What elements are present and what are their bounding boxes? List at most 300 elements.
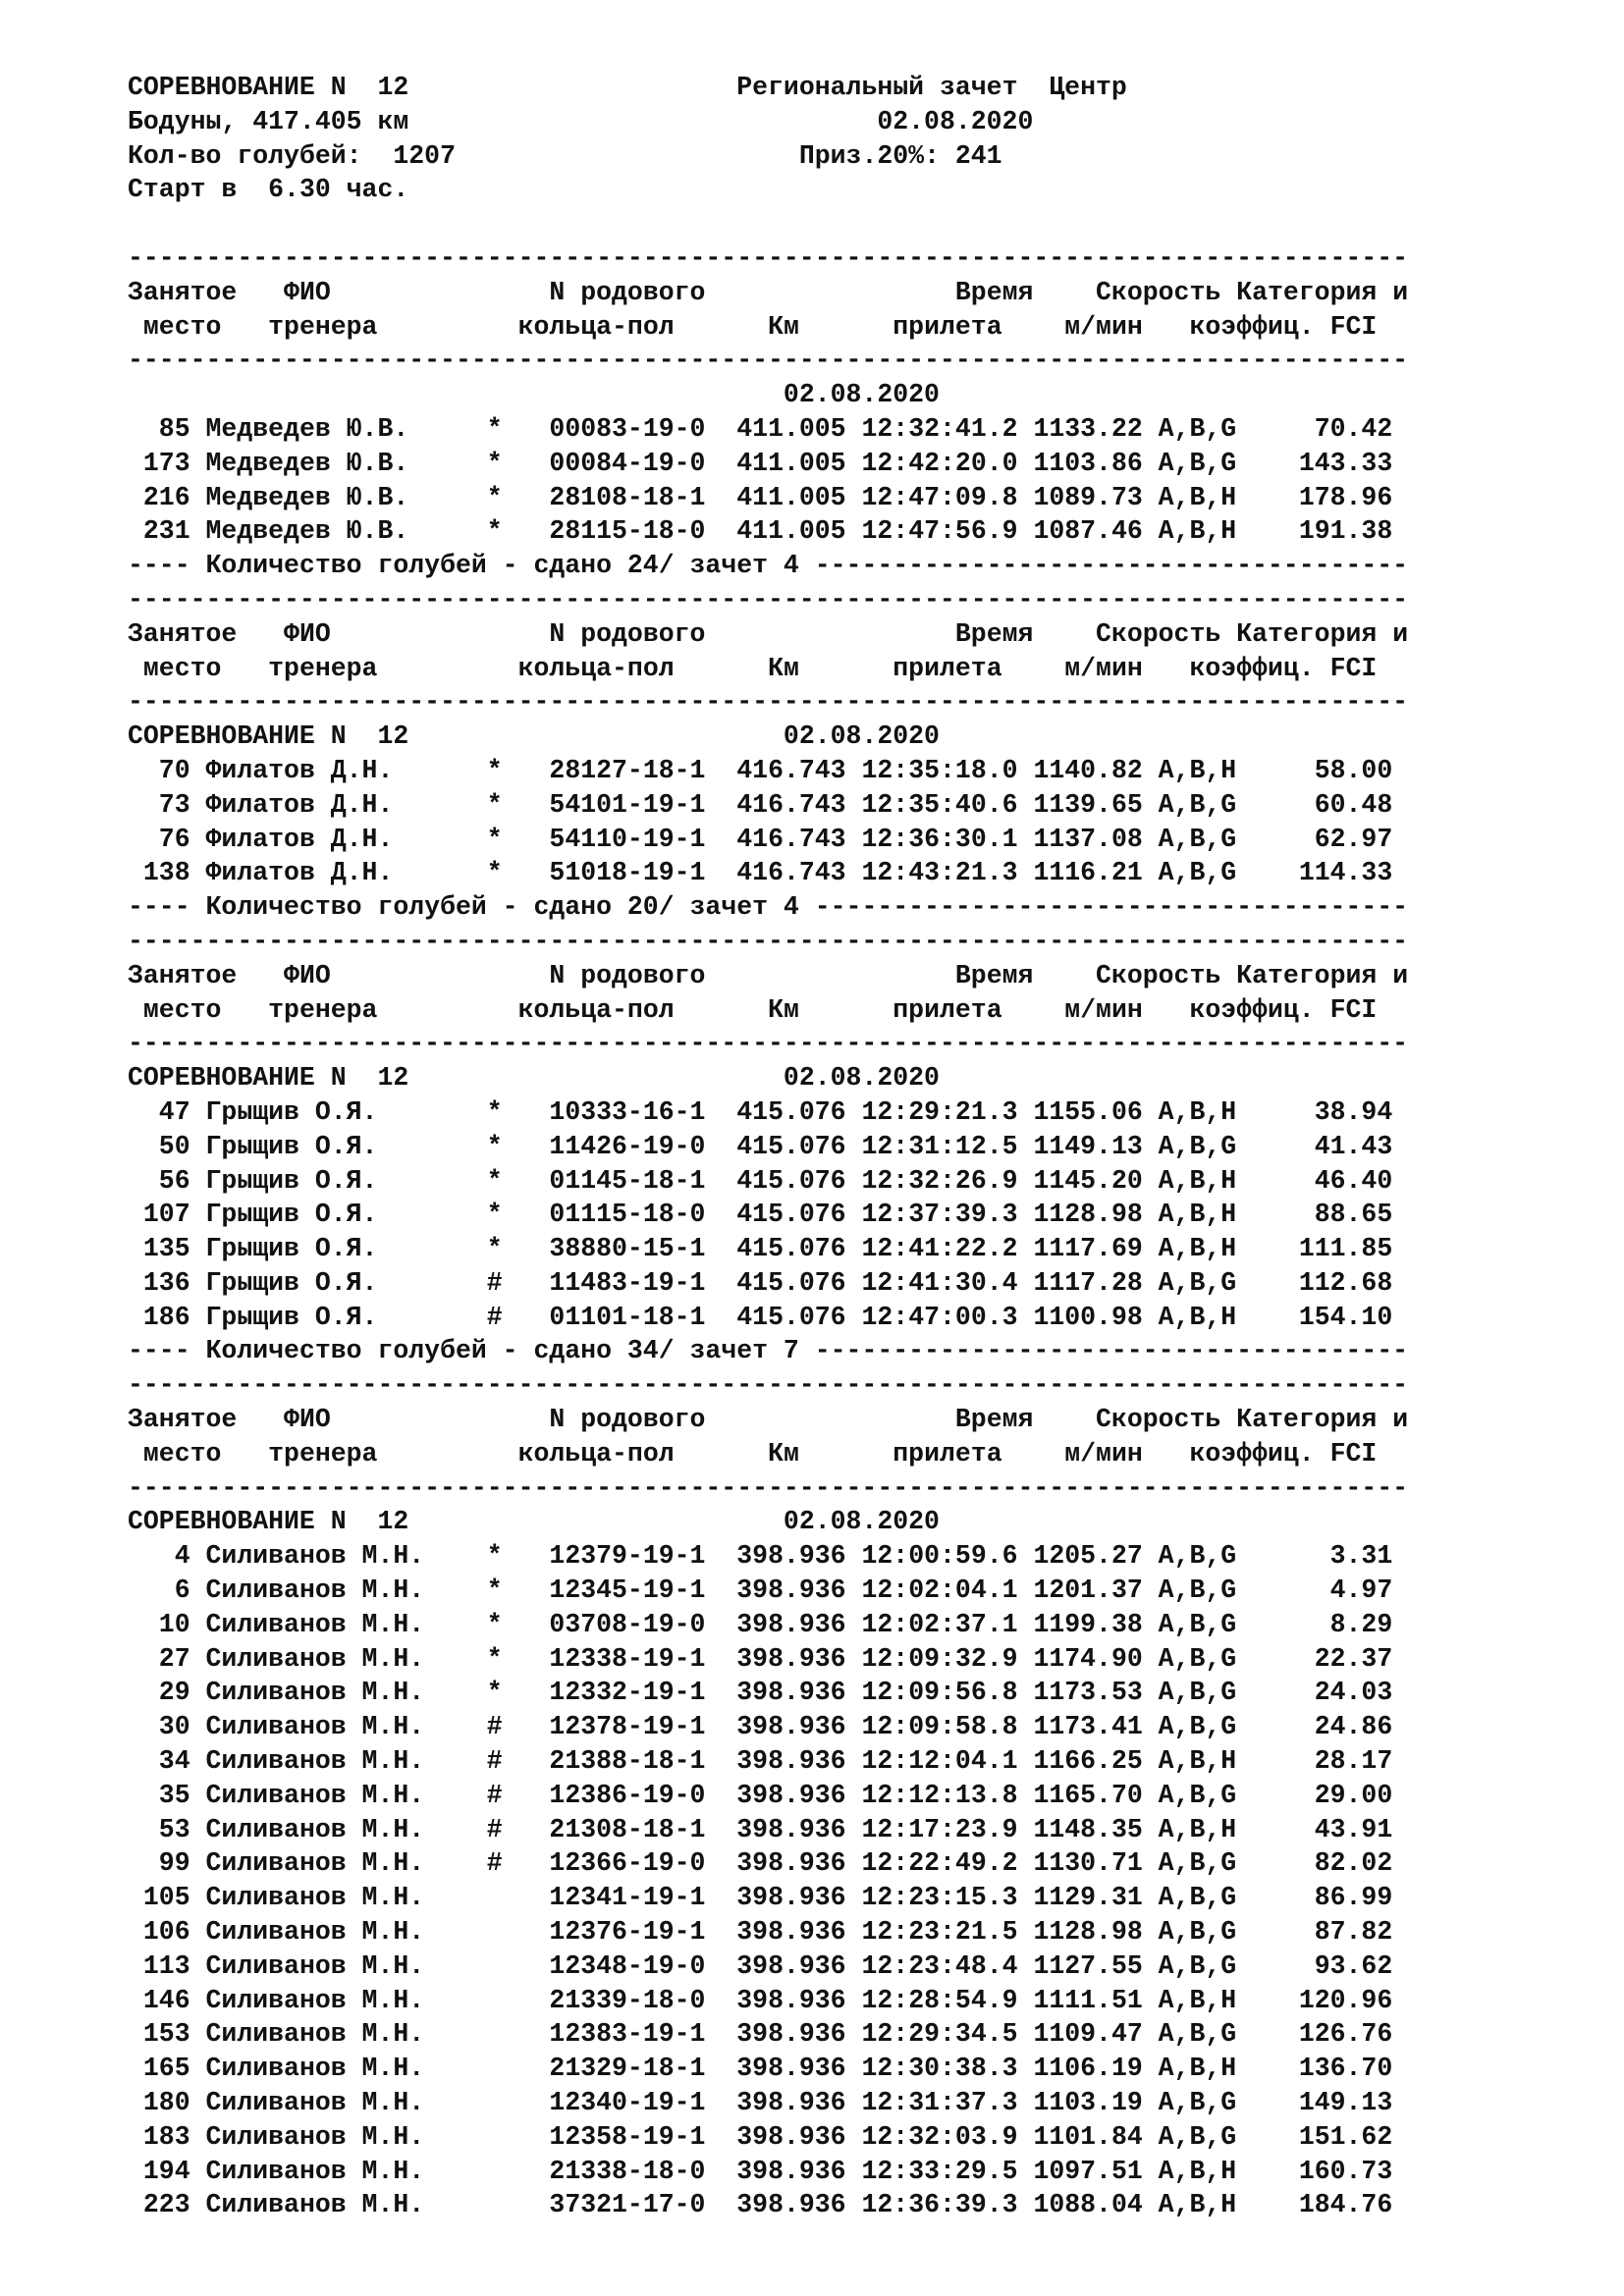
coefficient: 24.03 — [1314, 1678, 1393, 1708]
col-time-2: прилета — [893, 994, 1002, 1025]
spacer — [237, 961, 284, 990]
coefficient: 120.96 — [1298, 1985, 1393, 2015]
distance-km: 398.936 — [736, 1848, 846, 1879]
spacer — [503, 449, 550, 478]
spacer: ---------------------------------------------------------------------------------- — [128, 1029, 1409, 1059]
spacer — [503, 414, 550, 444]
speed: 1109.47 — [1033, 2019, 1143, 2050]
speed: 1174.90 — [1033, 1643, 1143, 1674]
category: A,B,H — [1158, 1096, 1237, 1127]
distance-km: 398.936 — [736, 2190, 846, 2220]
category: A,B,G — [1158, 1541, 1237, 1572]
coefficient: 86.99 — [1314, 1883, 1393, 1913]
mark: * — [486, 448, 503, 478]
col-place-2: место — [142, 1438, 222, 1468]
ring-number: 12358-19-1 — [549, 2121, 706, 2152]
trainer-name: Филатов Д.Н. — [205, 789, 425, 820]
spacer — [846, 2088, 862, 2117]
col-place: Занятое — [128, 1405, 238, 1435]
place: 99 — [128, 1848, 190, 1879]
spacer — [408, 721, 784, 751]
ring-number: 01101-18-1 — [549, 1302, 706, 1332]
spacer — [503, 790, 550, 820]
trainer-name: Силиванов М.Н. — [205, 2054, 425, 2084]
speed: 1133.22 — [1033, 413, 1143, 444]
col-name-2: тренера — [268, 311, 378, 342]
spacer — [705, 1405, 954, 1434]
column-header-line-1 — [128, 959, 1408, 993]
distance-km: 398.936 — [736, 1609, 846, 1639]
spacer — [705, 756, 736, 785]
speed: 1129.31 — [1033, 1883, 1143, 1913]
trainer-name: Силиванов М.Н. — [205, 2156, 425, 2186]
spacer — [1220, 619, 1236, 649]
spacer — [1018, 2019, 1034, 2049]
trainer-name: Силиванов М.Н. — [205, 1883, 425, 1913]
group-date: 02.08.2020 — [783, 380, 940, 410]
spacer — [846, 2019, 862, 2049]
spacer — [846, 1781, 862, 1810]
spacer — [1143, 414, 1159, 444]
spacer — [424, 449, 487, 478]
spacer — [1143, 1781, 1159, 1810]
spacer — [1143, 516, 1159, 546]
spacer — [1018, 858, 1034, 887]
ring-number: 28115-18-0 — [549, 516, 706, 547]
group-summary — [128, 890, 1408, 925]
spacer — [705, 825, 736, 854]
spacer — [1143, 2019, 1159, 2049]
spacer — [190, 414, 206, 444]
table-row — [128, 1232, 1408, 1266]
col-name-2: тренера — [268, 994, 378, 1025]
arrival-time: 12:41:30.4 — [861, 1267, 1018, 1298]
ring-number: 12379-19-1 — [549, 1541, 706, 1572]
spacer — [846, 1883, 862, 1912]
spacer — [503, 2019, 550, 2049]
ring-number: 12338-19-1 — [549, 1643, 706, 1674]
spacer — [1143, 2157, 1159, 2186]
speed: 1128.98 — [1033, 1200, 1143, 1230]
col-ring: N родового — [549, 960, 706, 990]
spacer — [1018, 1644, 1034, 1674]
spacer — [503, 1678, 550, 1707]
category: A,B,H — [1158, 755, 1237, 785]
spacer — [503, 1166, 550, 1196]
spacer — [503, 825, 550, 854]
spacer — [1018, 1678, 1034, 1707]
spacer — [424, 1678, 487, 1707]
ring-number: 38880-15-1 — [549, 1234, 706, 1264]
spacer — [1236, 1986, 1299, 2015]
spacer — [190, 1097, 206, 1127]
spacer — [424, 414, 487, 444]
separator-line — [128, 1027, 1408, 1061]
spacer — [221, 312, 268, 342]
arrival-time: 12:47:09.8 — [861, 482, 1018, 512]
ring-number: 21338-18-0 — [549, 2156, 706, 2186]
spacer — [1018, 1097, 1034, 1127]
spacer — [424, 756, 487, 785]
col-ring: N родового — [549, 1405, 706, 1435]
spacer — [503, 1575, 550, 1605]
spacer — [705, 1541, 736, 1571]
coefficient: 126.76 — [1298, 2019, 1393, 2050]
spacer — [1143, 1712, 1159, 1741]
spacer — [408, 1507, 784, 1536]
spacer — [705, 1917, 736, 1947]
spacer — [503, 1815, 550, 1844]
table-row — [128, 2052, 1408, 2086]
spacer — [503, 1917, 550, 1947]
arrival-time: 12:09:58.8 — [861, 1712, 1018, 1742]
distance-km: 398.936 — [736, 2121, 846, 2152]
column-header-line-2 — [128, 652, 1408, 686]
spacer — [190, 2088, 206, 2117]
spacer — [1236, 1781, 1315, 1810]
place: 107 — [128, 1200, 190, 1230]
spacer — [705, 961, 954, 990]
group-heading — [128, 1061, 1408, 1095]
spacer — [190, 516, 206, 546]
spacer — [1143, 1268, 1159, 1298]
spacer — [331, 1405, 550, 1434]
spacer — [846, 2190, 862, 2219]
mark: * — [486, 413, 503, 444]
spacer — [503, 1883, 550, 1912]
spacer — [705, 1303, 736, 1332]
spacer — [1236, 790, 1315, 820]
spacer — [1143, 1610, 1159, 1639]
spacer — [190, 2054, 206, 2083]
spacer — [1018, 1575, 1034, 1605]
spacer — [1018, 2054, 1034, 2083]
spacer — [846, 483, 862, 512]
spacer — [1236, 2088, 1299, 2117]
speed: 1103.19 — [1033, 2088, 1143, 2118]
spacer — [424, 2157, 487, 2186]
spacer — [846, 1132, 862, 1161]
distance-km: 416.743 — [736, 789, 846, 820]
arrival-time: 12:31:37.3 — [861, 2088, 1018, 2118]
speed: 1140.82 — [1033, 755, 1143, 785]
column-header-line-1 — [128, 1403, 1408, 1437]
mark: * — [486, 789, 503, 820]
speed: 1117.28 — [1033, 1267, 1143, 1298]
place: 70 — [128, 755, 190, 785]
col-time: Время — [954, 1405, 1034, 1435]
spacer — [1236, 2190, 1299, 2219]
spacer — [1143, 2122, 1159, 2152]
spacer — [503, 1781, 550, 1810]
distance-km: 398.936 — [736, 2088, 846, 2118]
spacer — [846, 1815, 862, 1844]
spacer — [424, 858, 487, 887]
col-ring-2: кольца-пол — [517, 1438, 675, 1468]
results-groups — [128, 241, 1408, 2222]
spacer — [503, 1303, 550, 1332]
col-time: Время — [954, 618, 1034, 649]
spacer — [846, 2122, 862, 2152]
spacer — [705, 1166, 736, 1196]
mark — [487, 2054, 503, 2083]
category: A,B,H — [1158, 1746, 1237, 1777]
spacer — [846, 1746, 862, 1776]
ring-number: 11426-19-0 — [549, 1131, 706, 1161]
group-heading — [128, 1505, 1408, 1539]
spacer — [705, 1200, 736, 1229]
distance-km: 415.076 — [736, 1165, 846, 1196]
spacer — [1018, 1883, 1034, 1912]
place: 6 — [128, 1575, 190, 1606]
spacer — [1143, 825, 1159, 854]
col-time: Время — [954, 277, 1034, 307]
spacer — [705, 414, 736, 444]
spacer — [190, 1678, 206, 1707]
ring-number: 12348-19-0 — [549, 1950, 706, 1981]
coefficient: 82.02 — [1314, 1848, 1393, 1879]
arrival-time: 12:37:39.3 — [861, 1200, 1018, 1230]
place: 29 — [128, 1678, 190, 1708]
table-row — [128, 514, 1408, 549]
arrival-time: 12:36:30.1 — [861, 824, 1018, 854]
spacer — [1143, 1200, 1159, 1229]
col-speed-2: м/мин — [1064, 653, 1143, 683]
arrival-time: 12:29:34.5 — [861, 2019, 1018, 2050]
spacer — [1143, 1166, 1159, 1196]
spacer — [424, 1986, 487, 2015]
mark: * — [486, 1200, 503, 1230]
table-row — [128, 2086, 1408, 2120]
spacer — [675, 995, 768, 1025]
trainer-name: Филатов Д.Н. — [205, 824, 425, 854]
spacer — [1143, 1132, 1159, 1161]
place: 56 — [128, 1165, 190, 1196]
ring-number: 12366-19-0 — [549, 1848, 706, 1879]
spacer — [1143, 1541, 1159, 1571]
category: A,B,H — [1158, 2054, 1237, 2084]
spacer — [705, 483, 736, 512]
place: 73 — [128, 789, 190, 820]
distance-km: 415.076 — [736, 1302, 846, 1332]
speed: 1128.98 — [1033, 1917, 1143, 1948]
col-ring: N родового — [549, 277, 706, 307]
spacer — [1018, 483, 1034, 512]
spacer: ---------------------------------------------------------------------------------- — [128, 584, 1409, 614]
col-km: Км — [768, 1438, 799, 1468]
arrival-time: 12:47:56.9 — [861, 516, 1018, 547]
spacer — [1033, 961, 1096, 990]
ring-number: 12383-19-1 — [549, 2019, 706, 2050]
coefficient: 4.97 — [1329, 1575, 1393, 1606]
ring-number: 10333-16-1 — [549, 1096, 706, 1127]
header-line-3 — [128, 139, 1408, 174]
ring-number: 12341-19-1 — [549, 1883, 706, 1913]
spacer — [705, 1132, 736, 1161]
spacer — [503, 858, 550, 887]
mark: # — [486, 1848, 503, 1879]
mark: # — [486, 1746, 503, 1777]
spacer: ---------------------------------------------------------------------------------- — [128, 926, 1409, 956]
spacer — [424, 2190, 487, 2219]
trainer-name: Филатов Д.Н. — [205, 858, 425, 888]
category: A,B,G — [1158, 1780, 1237, 1810]
spacer — [675, 654, 768, 683]
arrival-time: 12:33:29.5 — [861, 2156, 1018, 2186]
col-category: Категория и — [1236, 960, 1409, 990]
spacer — [190, 1610, 206, 1639]
spacer — [1018, 2122, 1034, 2152]
trainer-name: Силиванов М.Н. — [205, 2190, 425, 2220]
col-km: Км — [768, 653, 799, 683]
distance-km: 416.743 — [736, 824, 846, 854]
spacer — [1143, 1097, 1159, 1127]
place: 186 — [128, 1302, 190, 1332]
place: 27 — [128, 1643, 190, 1674]
spacer — [128, 995, 143, 1025]
spacer — [1236, 1951, 1315, 1981]
coefficient: 114.33 — [1298, 858, 1393, 888]
place: 231 — [128, 516, 190, 547]
mark: * — [486, 516, 503, 547]
spacer — [1018, 790, 1034, 820]
spacer — [424, 1644, 487, 1674]
spacer — [1143, 756, 1159, 785]
distance-km: 415.076 — [736, 1200, 846, 1230]
pigeons-count: 1207 — [393, 140, 456, 171]
separator-line — [128, 583, 1408, 617]
spacer — [503, 1951, 550, 1981]
distance-km: 398.936 — [736, 1541, 846, 1572]
mark: # — [486, 1712, 503, 1742]
spacer — [190, 1541, 206, 1571]
col-name-2: тренера — [268, 653, 378, 683]
trainer-name: Силиванов М.Н. — [205, 1917, 425, 1948]
distance-km: 416.743 — [736, 858, 846, 888]
category: A,B,G — [1158, 1609, 1237, 1639]
distance-km: 415.076 — [736, 1267, 846, 1298]
table-row — [128, 1813, 1408, 1847]
header-line-2 — [128, 105, 1408, 139]
spacer — [377, 654, 517, 683]
category: A,B,G — [1158, 789, 1237, 820]
spacer — [1236, 1166, 1315, 1196]
coefficient: 87.82 — [1314, 1917, 1393, 1948]
table-row — [128, 1881, 1408, 1915]
category: A,B,G — [1158, 1643, 1237, 1674]
spacer — [190, 2190, 206, 2219]
spacer — [1315, 995, 1330, 1025]
separator-line — [128, 685, 1408, 720]
spacer — [1143, 483, 1159, 512]
group-competition: СОРЕВНОВАНИЕ N 12 — [128, 1507, 409, 1537]
spacer — [190, 2157, 206, 2186]
spacer — [424, 2054, 487, 2083]
spacer — [705, 449, 736, 478]
place: 47 — [128, 1096, 190, 1127]
category: A,B,H — [1158, 1814, 1237, 1844]
trainer-name: Силиванов М.Н. — [205, 2121, 425, 2152]
col-fci: FCI — [1329, 994, 1378, 1025]
column-header-line-2 — [128, 310, 1408, 345]
trainer-name: Грыщив О.Я. — [205, 1096, 425, 1127]
spacer — [190, 825, 206, 854]
spacer — [503, 1986, 550, 2015]
ring-number: 12340-19-1 — [549, 2088, 706, 2118]
mark: * — [486, 482, 503, 512]
spacer — [705, 278, 954, 307]
spacer — [190, 1986, 206, 2015]
col-category: Категория и — [1236, 618, 1409, 649]
spacer — [705, 1575, 736, 1605]
place: 76 — [128, 824, 190, 854]
spacer — [1018, 449, 1034, 478]
spacer — [190, 1132, 206, 1161]
spacer — [1236, 1610, 1329, 1639]
speed: 1097.51 — [1033, 2156, 1143, 2186]
col-ring-2: кольца-пол — [517, 994, 675, 1025]
ring-number: 54101-19-1 — [549, 789, 706, 820]
spacer — [846, 1917, 862, 1947]
spacer — [705, 1746, 736, 1776]
spacer — [1018, 1268, 1034, 1298]
spacer — [424, 825, 487, 854]
distance-km: 398.936 — [736, 1917, 846, 1948]
coefficient: 41.43 — [1314, 1131, 1393, 1161]
spacer — [1236, 2157, 1299, 2186]
speed: 1089.73 — [1033, 482, 1143, 512]
category: A,B,G — [1158, 2121, 1237, 2152]
mark — [487, 1883, 503, 1912]
col-fci: FCI — [1329, 653, 1378, 683]
speed: 1101.84 — [1033, 2121, 1143, 2152]
spacer — [424, 1917, 487, 1947]
spacer: -------------------------------------- — [798, 551, 1409, 581]
table-row — [128, 754, 1408, 788]
spacer — [1002, 654, 1065, 683]
spacer — [1002, 1439, 1065, 1468]
col-time-2: прилета — [893, 653, 1002, 683]
spacer — [424, 2019, 487, 2049]
mark: * — [486, 824, 503, 854]
spacer — [1018, 2190, 1034, 2219]
spacer — [1236, 2019, 1299, 2049]
spacer: ---- — [128, 892, 206, 923]
spacer — [1033, 619, 1096, 649]
place: 106 — [128, 1917, 190, 1948]
mark: # — [486, 1302, 503, 1332]
spacer — [1236, 1541, 1329, 1571]
table-row — [128, 1744, 1408, 1779]
col-time-2: прилета — [893, 311, 1002, 342]
distance-km: 398.936 — [736, 1643, 846, 1674]
category: A,B,H — [1158, 516, 1237, 547]
spacer — [503, 1541, 550, 1571]
spacer — [190, 449, 206, 478]
spacer — [128, 1439, 143, 1468]
spacer — [237, 1405, 284, 1434]
summary-text: Количество голубей - сдано 20/ зачет 4 — [205, 892, 799, 923]
coefficient: 178.96 — [1298, 482, 1393, 512]
spacer — [705, 1097, 736, 1127]
trainer-name: Силиванов М.Н. — [205, 1814, 425, 1844]
speed: 1088.04 — [1033, 2190, 1143, 2220]
spacer — [1143, 790, 1159, 820]
spacer — [190, 1234, 206, 1263]
category: A,B,G — [1158, 413, 1237, 444]
spacer — [1236, 1234, 1299, 1263]
spacer — [377, 995, 517, 1025]
